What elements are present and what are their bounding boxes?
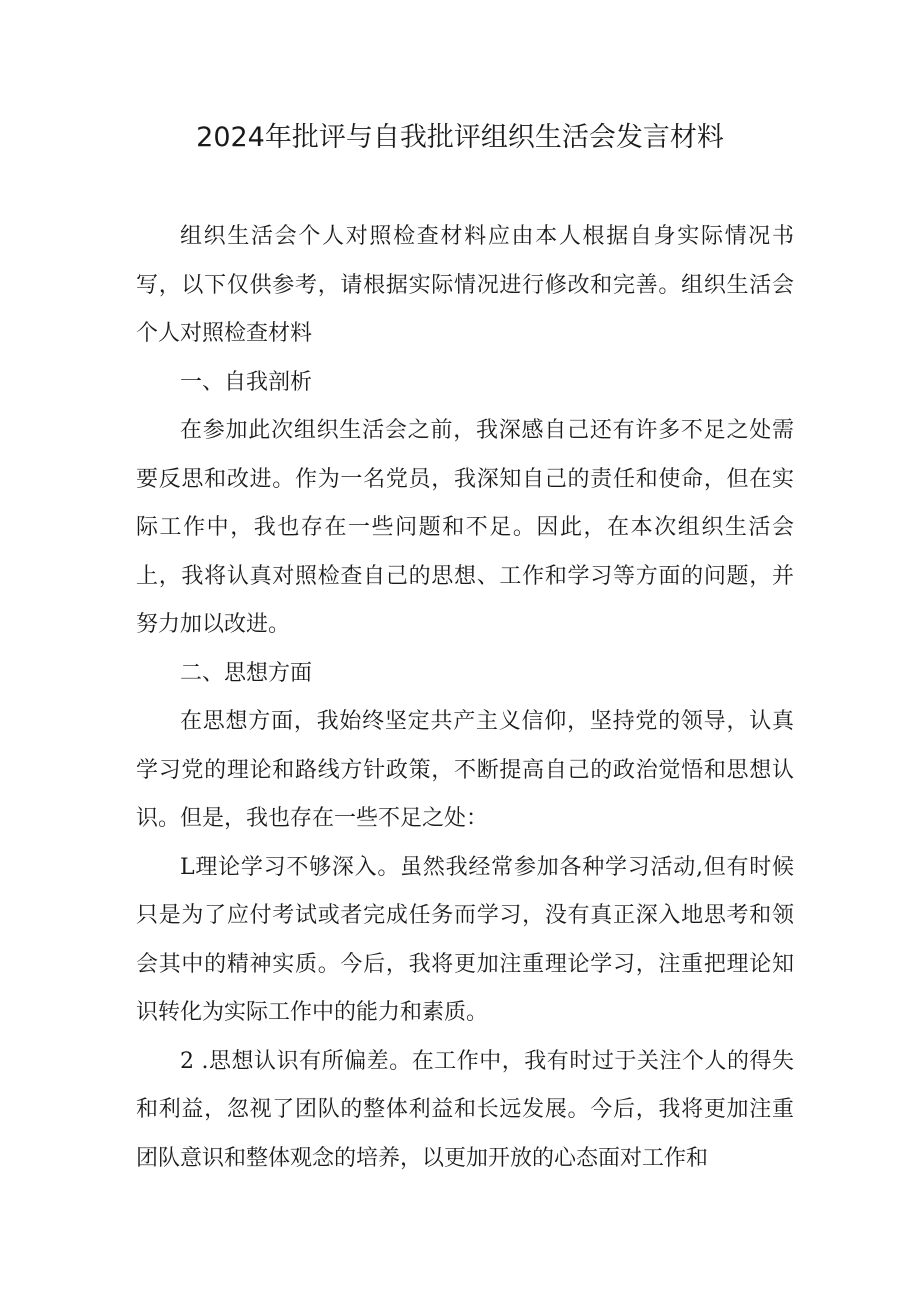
paragraph-point-1: L理论学习不够深入。虽然我经常参加各种学习活动,但有时候只是为了应付考试或者完成任务而学习，没有真正深入地思考和领会其中的精神实质。今后，我将更加注重理论学习，注重把理论知识转化为实际工作中的能力和素质。	[136, 854, 794, 1025]
section-heading-thought: 二、思想方面	[180, 660, 313, 686]
paragraph-point-2: 2 .思想认识有所偏差。在工作中，我有时过于关注个人的得失和利益，忽视了团队的整体利益和长远发展。今后，我将更加注重团队意识和整体观念的培养，以更加开放的心态面对工作和	[136, 1048, 794, 1171]
section-heading-self-analysis: 一、自我剖析	[180, 369, 313, 395]
document-body	[136, 213, 794, 1183]
paragraph-thought: 在思想方面，我始终坚定共产主义信仰，坚持党的领导，认真学习党的理论和路线方针政策，不断提高自己的政治觉悟和思想认识。但是，我也存在一些不足之处：	[136, 709, 794, 831]
document-title: 2024年批评与自我批评组织生活会发言材料	[196, 122, 724, 153]
paragraph-self-analysis: 在参加此次组织生活会之前，我深感自己还有许多不足之处需要反思和改进。作为一名党员，我深知自己的责任和使命，但在实际工作中，我也存在一些问题和不足。因此，在本次组织生活会上，我将认真对照检查自己的思想、工作和学习等方面的问题，并努力加以改进。	[136, 418, 794, 637]
paragraph-intro: 组织生活会个人对照检查材料应由本人根据自身实际情况书写，以下仅供参考，请根据实际情况进行修改和完善。组织生活会个人对照检查材料	[136, 224, 794, 346]
